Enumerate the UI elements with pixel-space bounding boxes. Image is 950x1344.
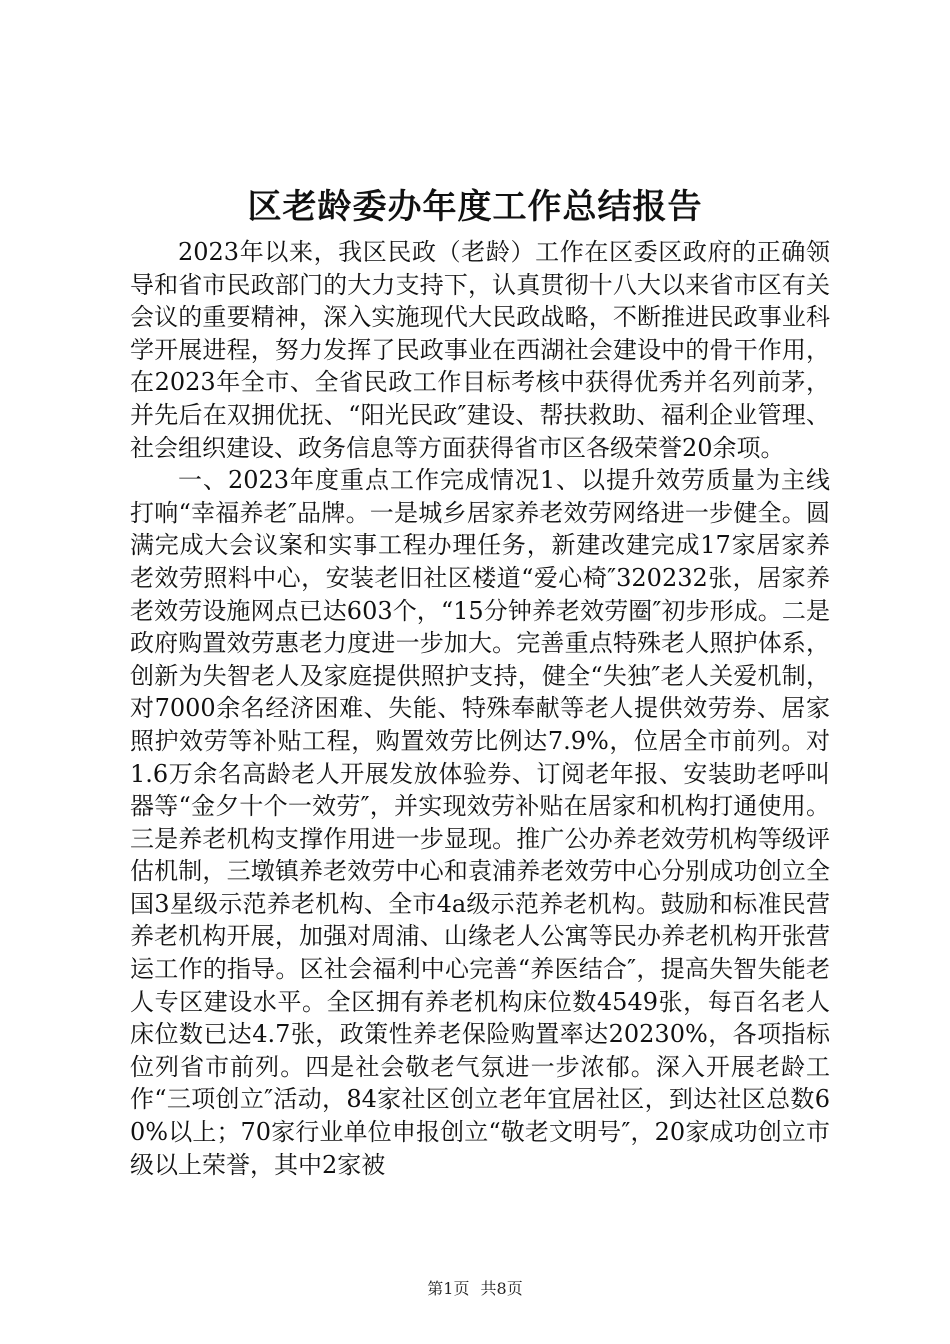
section-one-paragraph: 一、2023年度重点工作完成情况1、以提升效劳质量为主线打响“幸福养老″品牌。一是城乡居家养老效劳网络进一步健全。圆满完成大会议案和实事工程办理任务，新建改建完成17家居家养老效劳照料中心，安装老旧社区楼道“爱心椅″320232张，居家养老效劳设施网点已达603个，“15分钟养老效劳圈″初步形成。二是政府购置效劳惠老力度进一步加大。完善重点特殊老人照护体系，创新为失智老人及家庭提供照护支持，健全“失独″老人关爱机制，对7000余名经济困难、失能、特殊奉献等老人提供效劳券、居家照护效劳等补贴工程，购置效劳比例达7.9%，位居全市前列。对1.6万余名高龄老人开展发放体验券、订阅老年报、安装助老呼叫器等“金夕十个一效劳″，并实现效劳补贴在居家和机构打通使用。三是养老机构支撑作用进一步显现。推广公办养老效劳机构等级评估机制，三墩镇养老效劳中心和袁浦养老效劳中心分别成功创立全国3星级示范养老机构、全市4a级示范养老机构。鼓励和标准民营养老机构开展，加强对周浦、山缘老人公寓等民办养老机构开张营运工作的指导。区社会福利中心完善“养医结合″，提高失智失能老人专区建设水平。全区拥有养老机构床位数4549张，每百名老人床位数已达4.7张，政策性养老保险购置率达20230%，各项指标位列省市前列。四是社会敬老气氛进一步浓郁。深入开展老龄工作“三项创立″活动，84家社区创立老年宜居社区，到达社区总数60%以上；70家行业单位申报创立“敬老文明号″，20家成功创立市级以上荣誉，其中2家被 xyxy=(130,466,830,1179)
total-pages: 共8页 xyxy=(480,1279,523,1298)
intro-paragraph: 2023年以来，我区民政（老龄）工作在区委区政府的正确领导和省市民政部门的大力支持下，认真贯彻十八大以来省市区有关会议的重要精神，深入实施现代大民政战略，不断推进民政事业科学开展进程，努力发挥了民政事业在西湖社会建设中的骨干作用，在2023年全市、全省民政工作目标考核中获得优秀并名列前茅，并先后在双拥优抚、“阳光民政″建设、帮扶救助、福利企业管理、社会组织建设、政务信息等方面获得省市区各级荣誉20余项。 xyxy=(130,238,830,462)
page-number: 第1页 xyxy=(427,1279,470,1298)
page-footer xyxy=(0,1278,950,1300)
document-body xyxy=(130,236,830,1181)
document-title: 区老龄委办年度工作总结报告 xyxy=(247,187,703,227)
